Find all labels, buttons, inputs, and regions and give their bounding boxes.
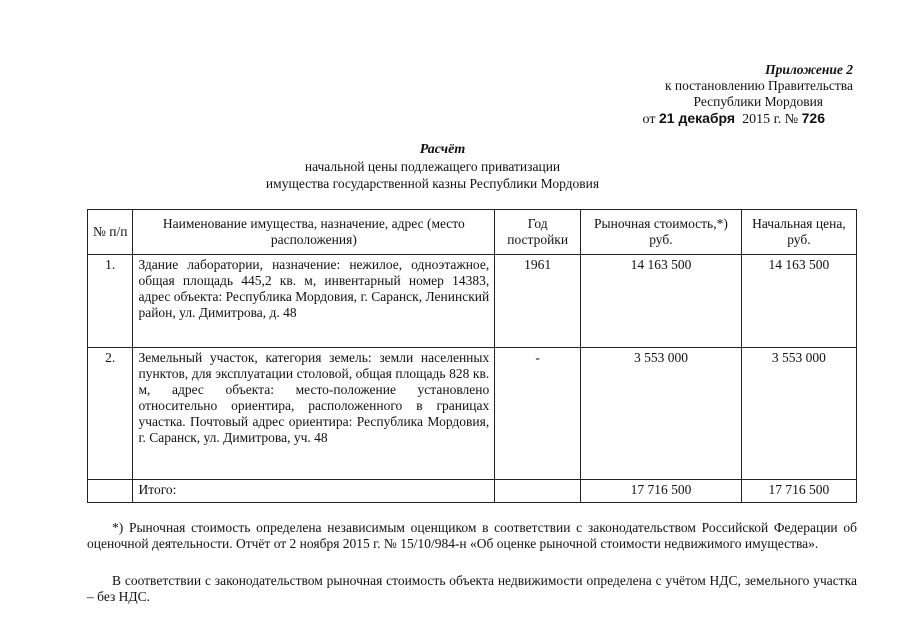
document-subtitle-1: начальной цены подлежащего приватизации [304, 159, 561, 174]
row-num: 1. [88, 255, 133, 348]
appendix-date-line [643, 110, 825, 128]
table-row [88, 348, 857, 480]
date-year: 2015 г. [742, 112, 782, 127]
row-initial-price: 14 163 500 [741, 255, 856, 348]
row-market-value: 14 163 500 [581, 255, 742, 348]
header-initial-price: Начальная цена, руб. [741, 210, 856, 255]
appendix-title: Приложение 2 [765, 62, 853, 77]
number-sign: № [784, 112, 799, 127]
table-row [88, 255, 857, 348]
total-year-empty [495, 480, 581, 503]
header-name: Наименование имущества, назначение, адрес (место расположения) [133, 210, 495, 255]
footnote-market-value: *) Рыночная стоимость определена независимым оценщиком в соответствии с законодательством Российской Федерации об оценочной деятельности. Отчёт от 2 ноября 2015 г. № 15/10/984-н «Об оценке рыночной стоимости недвижимого имущества». [87, 520, 857, 551]
resolution-number: 726 [801, 110, 825, 126]
row-initial-price: 3 553 000 [741, 348, 856, 480]
appendix-header [643, 62, 853, 128]
row-name: Земельный участок, категория земель: земли населенных пунктов, для эксплуатации столовой, общая площадь 828 кв. м, адрес объекта: место-положение установлено относительно ориентира, расположенного в границах участка. Почтовый адрес ориентира: Республика Мордовия, г. Саранск, ул. Димитрова, уч. 48 [133, 348, 495, 480]
row-year: - [495, 348, 581, 480]
calculation-table [87, 209, 857, 503]
row-num: 2. [88, 348, 133, 480]
row-year: 1961 [495, 255, 581, 348]
table-header-row [88, 210, 857, 255]
document-subtitle-2: имущества государственной казны Республики Мордовия [265, 176, 600, 191]
note-vat: В соответствии с законодательством рыночная стоимость объекта недвижимости определена с учётом НДС, земельного участка – без НДС. [87, 573, 857, 604]
total-market-value: 17 716 500 [581, 480, 742, 503]
total-initial-price: 17 716 500 [741, 480, 856, 503]
total-label: Итого: [133, 480, 495, 503]
document-title: Расчёт [419, 142, 466, 157]
appendix-government: Республики Мордовия [693, 94, 823, 109]
total-num-empty [88, 480, 133, 503]
header-year: Год постройки [495, 210, 581, 255]
header-market-value: Рыночная стоимость,*) руб. [581, 210, 742, 255]
date-value: 21 декабря [658, 110, 736, 126]
date-prefix: от [642, 112, 656, 127]
table-total-row [88, 480, 857, 503]
row-name: Здание лаборатории, назначение: нежилое, одноэтажное, общая площадь 445,2 кв. м, инвентарный номер 14383, адрес объекта: Республика Мордовия, г. Саранск, Ленинский район, ул. Димитрова, д. 48 [133, 255, 495, 348]
header-num: № п/п [88, 210, 133, 255]
row-market-value: 3 553 000 [581, 348, 742, 480]
appendix-resolution: к постановлению Правительства [664, 78, 853, 93]
